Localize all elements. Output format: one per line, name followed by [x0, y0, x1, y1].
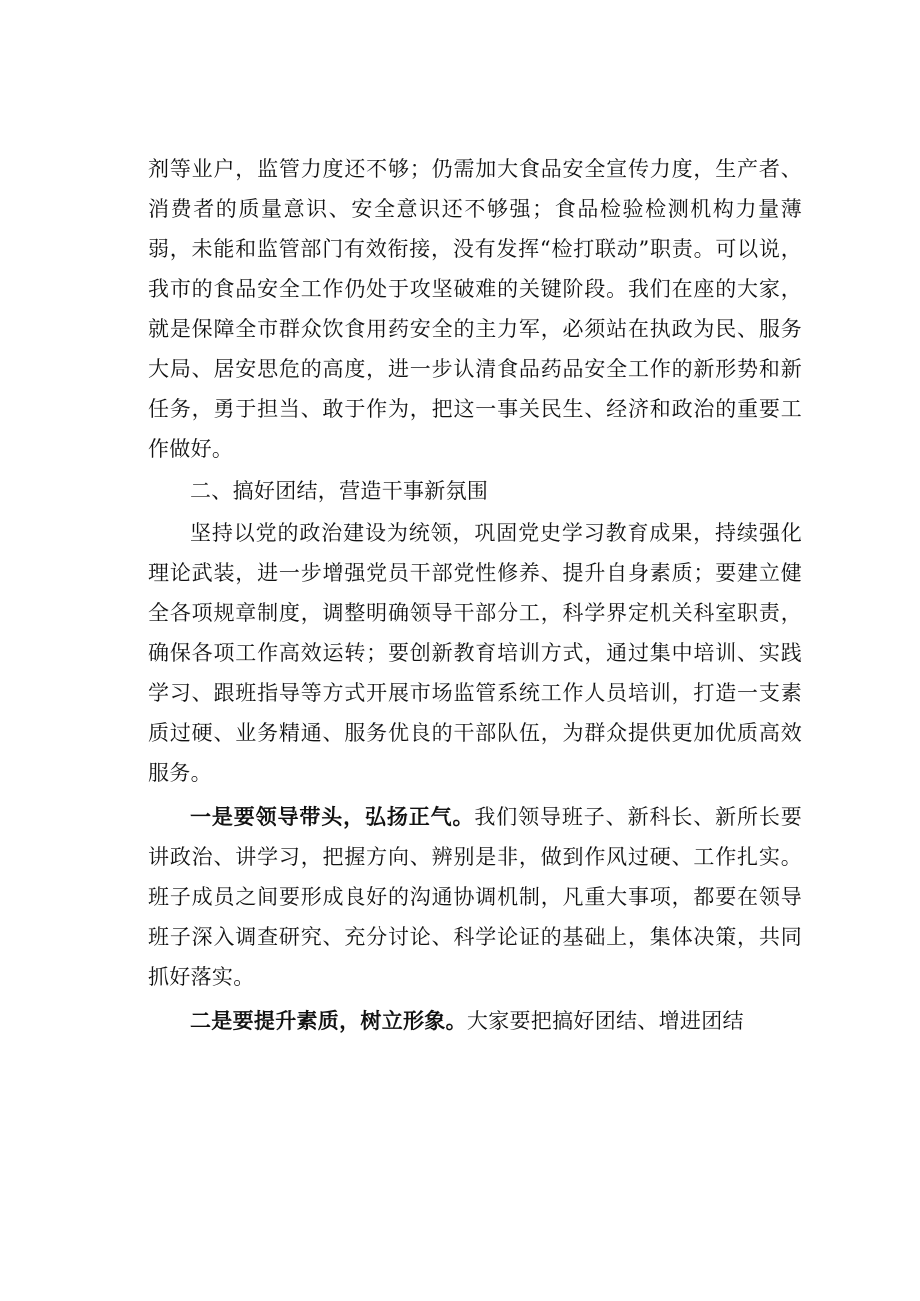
section-heading: 二、搞好团结，营造干事新氛围: [190, 479, 489, 503]
point-paragraph-1: [148, 797, 802, 997]
point-2-lead: 二是要提升素质，树立形象。: [190, 1008, 467, 1033]
body-paragraph-continued: 剂等业户，监管力度还不够；仍需加大食品安全宣传力度，生产者、消费者的质量意识、安全意识还不够强；食品检验检测机构力量薄弱，未能和监管部门有效衔接，没有发挥“检打联动”职责。可以说，我市的食品安全工作仍处于攻坚破难的关键阶段。我们在座的大家，就是保障全市群众饮食用药安全的主力军，必须站在执政为民、服务大局、居安思危的高度，进一步认清食品药品安全工作的新形势和新任务，勇于担当、敢于作为，把这一事关民生、经济和政治的重要工作做好。: [148, 157, 802, 461]
point-1-lead: 一是要领导带头，弘扬正气。: [190, 804, 475, 829]
point-paragraph-2: [148, 1001, 802, 1041]
document-page: [148, 149, 802, 1041]
point-1-text: 我们领导班子、新科长、新所长要讲政治、讲学习，把握方向、辨别是非，做到作风过硬、工作扎实。班子成员之间要形成良好的沟通协调机制，凡重大事项，都要在领导班子深入调查研究、充分讨论、科学论证的基础上，集体决策，共同抓好落实。: [148, 805, 803, 989]
point-2-text: 大家要把搞好团结、增进团结: [466, 1009, 744, 1033]
body-paragraph: 坚持以党的政治建设为统领，巩固党史学习教育成果，持续强化理论武装，进一步增强党员干部党性修养、提升自身素质；要建立健全各项规章制度，调整明确领导干部分工，科学界定机关科室职责，确保各项工作高效运转；要创新教育培训方式，通过集中培训、实践学习、跟班指导等方式开展市场监管系统工作人员培训，打造一支素质过硬、业务精通、服务优良的干部队伍，为群众提供更加优质高效服务。: [148, 521, 802, 785]
